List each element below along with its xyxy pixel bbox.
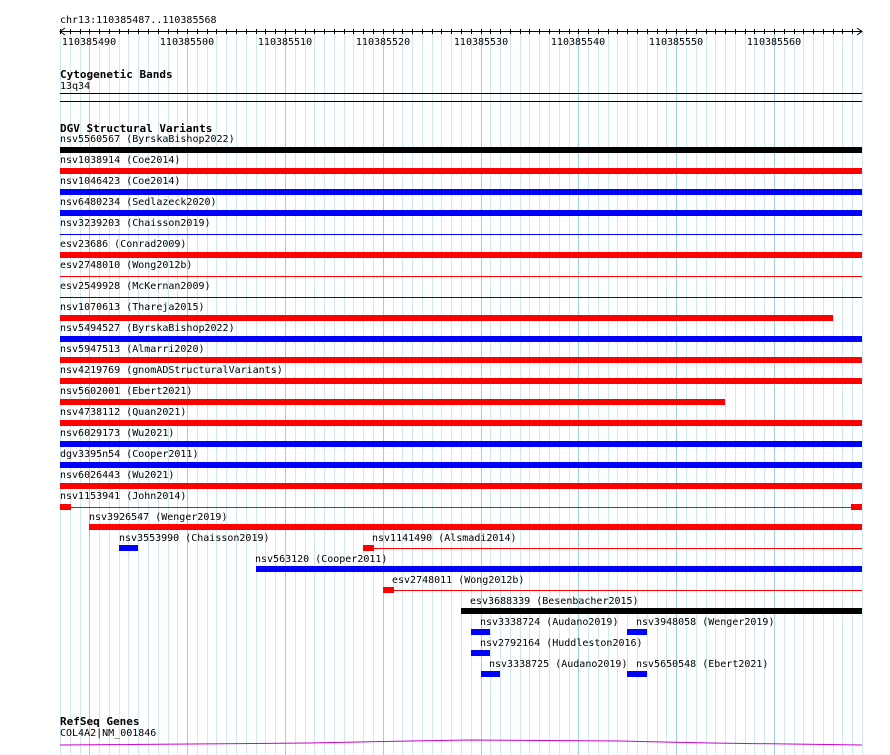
dgv-variant-bar[interactable] [60,276,862,277]
dgv-variant-label[interactable]: nsv6029173 (Wu2021) [60,428,175,439]
dgv-variant-bar[interactable] [60,189,862,195]
dgv-variant-line[interactable] [363,548,862,549]
dgv-variant-block[interactable] [363,545,374,551]
dgv-variant-bar[interactable] [60,315,833,321]
ruler-tick-label: 110385500 [159,37,215,48]
dgv-variant-label[interactable]: nsv6026443 (Wu2021) [60,470,175,481]
dgv-variant-bar[interactable] [461,608,862,614]
ruler-tick-label: 110385540 [550,37,606,48]
dgv-track-title[interactable]: DGV Structural Variants [60,122,213,135]
dgv-variant-label[interactable]: nsv1153941 (John2014) [60,491,187,502]
dgv-variant-block[interactable] [851,504,862,510]
dgv-variant-bar[interactable] [60,147,862,153]
cytoband-line[interactable] [60,93,862,94]
dgv-variant-bar[interactable] [89,524,862,530]
dgv-variant-label[interactable]: nsv5560567 (ByrskaBishop2022) [60,134,235,145]
dgv-variant-bar[interactable] [60,378,862,384]
dgv-variant-block[interactable] [627,629,647,635]
refseq-gene-label[interactable]: COL4A2|NM_001846 [60,728,157,739]
dgv-variant-label[interactable]: esv23686 (Conrad2009) [60,239,187,250]
dgv-variant-bar[interactable] [60,441,862,447]
dgv-variant-block[interactable] [471,629,490,635]
dgv-variant-label[interactable]: nsv5602001 (Ebert2021) [60,386,193,397]
cytobands-track-title[interactable]: Cytogenetic Bands [60,68,173,81]
dgv-variant-label[interactable]: esv2748011 (Wong2012b) [392,575,525,586]
dgv-variant-label[interactable]: nsv3239203 (Chaisson2019) [60,218,211,229]
dgv-variant-label[interactable]: nsv3338725 (Audano2019) [489,659,628,670]
dgv-variant-block[interactable] [60,504,71,510]
dgv-variant-bar[interactable] [60,420,862,426]
dgv-variant-bar[interactable] [60,210,862,216]
dgv-variant-line[interactable] [60,507,862,508]
dgv-variant-label[interactable]: nsv4219769 (gnomADStructuralVariants) [60,365,283,376]
dgv-variant-block[interactable] [119,545,138,551]
track-divider [60,101,862,102]
ruler-tick-label: 110385520 [355,37,411,48]
dgv-variant-bar[interactable] [60,357,862,363]
dgv-variant-label[interactable]: nsv3926547 (Wenger2019) [89,512,228,523]
dgv-variant-label[interactable]: nsv1046423 (Coe2014) [60,176,181,187]
ruler-tick-label: 110385550 [648,37,704,48]
dgv-variant-bar[interactable] [256,566,862,572]
dgv-variant-label[interactable]: nsv1070613 (Thareja2015) [60,302,205,313]
dgv-variant-label[interactable]: nsv4738112 (Quan2021) [60,407,187,418]
dgv-variant-block[interactable] [627,671,647,677]
refseq-gene-model[interactable] [0,737,890,747]
cytoband-label[interactable]: 13q34 [60,81,91,92]
dgv-variant-label[interactable]: nsv1038914 (Coe2014) [60,155,181,166]
ruler-range-label: chr13:110385487..110385568 [60,15,217,26]
dgv-variant-bar[interactable] [60,483,862,489]
dgv-variant-bar[interactable] [60,399,725,405]
ruler-tick-label: 110385510 [257,37,313,48]
dgv-variant-label[interactable]: esv3688339 (Besenbacher2015) [470,596,639,607]
dgv-variant-label[interactable]: nsv5947513 (Almarri2020) [60,344,205,355]
dgv-variant-label[interactable]: esv2748010 (Wong2012b) [60,260,193,271]
dgv-variant-label[interactable]: nsv3948058 (Wenger2019) [636,617,775,628]
dgv-variant-label[interactable]: nsv5494527 (ByrskaBishop2022) [60,323,235,334]
dgv-variant-label[interactable]: nsv1141490 (Alsmadi2014) [372,533,517,544]
dgv-variant-bar[interactable] [60,297,862,298]
dgv-variant-label[interactable]: esv2549928 (McKernan2009) [60,281,211,292]
dgv-variant-block[interactable] [383,587,394,593]
ruler-tick-label: 110385560 [746,37,802,48]
refseq-track-title[interactable]: RefSeq Genes [60,715,140,728]
dgv-variant-label[interactable]: nsv2792164 (Huddleston2016) [480,638,643,649]
dgv-variant-label[interactable]: nsv3553990 (Chaisson2019) [119,533,270,544]
dgv-variant-label[interactable]: dgv3395n54 (Cooper2011) [60,449,199,460]
dgv-variant-label[interactable]: nsv6480234 (Sedlazeck2020) [60,197,217,208]
dgv-variant-bar[interactable] [60,336,862,342]
dgv-variant-block[interactable] [481,671,500,677]
dgv-variant-label[interactable]: nsv3338724 (Audano2019) [480,617,619,628]
ruler-tick-label: 110385530 [453,37,509,48]
ruler-tick-label: 110385490 [61,37,117,48]
coordinate-ruler[interactable] [0,0,890,60]
dgv-variant-bar[interactable] [60,462,862,468]
dgv-variant-bar[interactable] [60,252,862,258]
dgv-variant-block[interactable] [471,650,490,656]
dgv-variant-label[interactable]: nsv563120 (Cooper2011) [255,554,388,565]
dgv-variant-bar[interactable] [60,234,862,235]
dgv-variant-bar[interactable] [60,168,862,174]
dgv-variant-label[interactable]: nsv5650548 (Ebert2021) [636,659,769,670]
dgv-variant-line[interactable] [383,590,862,591]
